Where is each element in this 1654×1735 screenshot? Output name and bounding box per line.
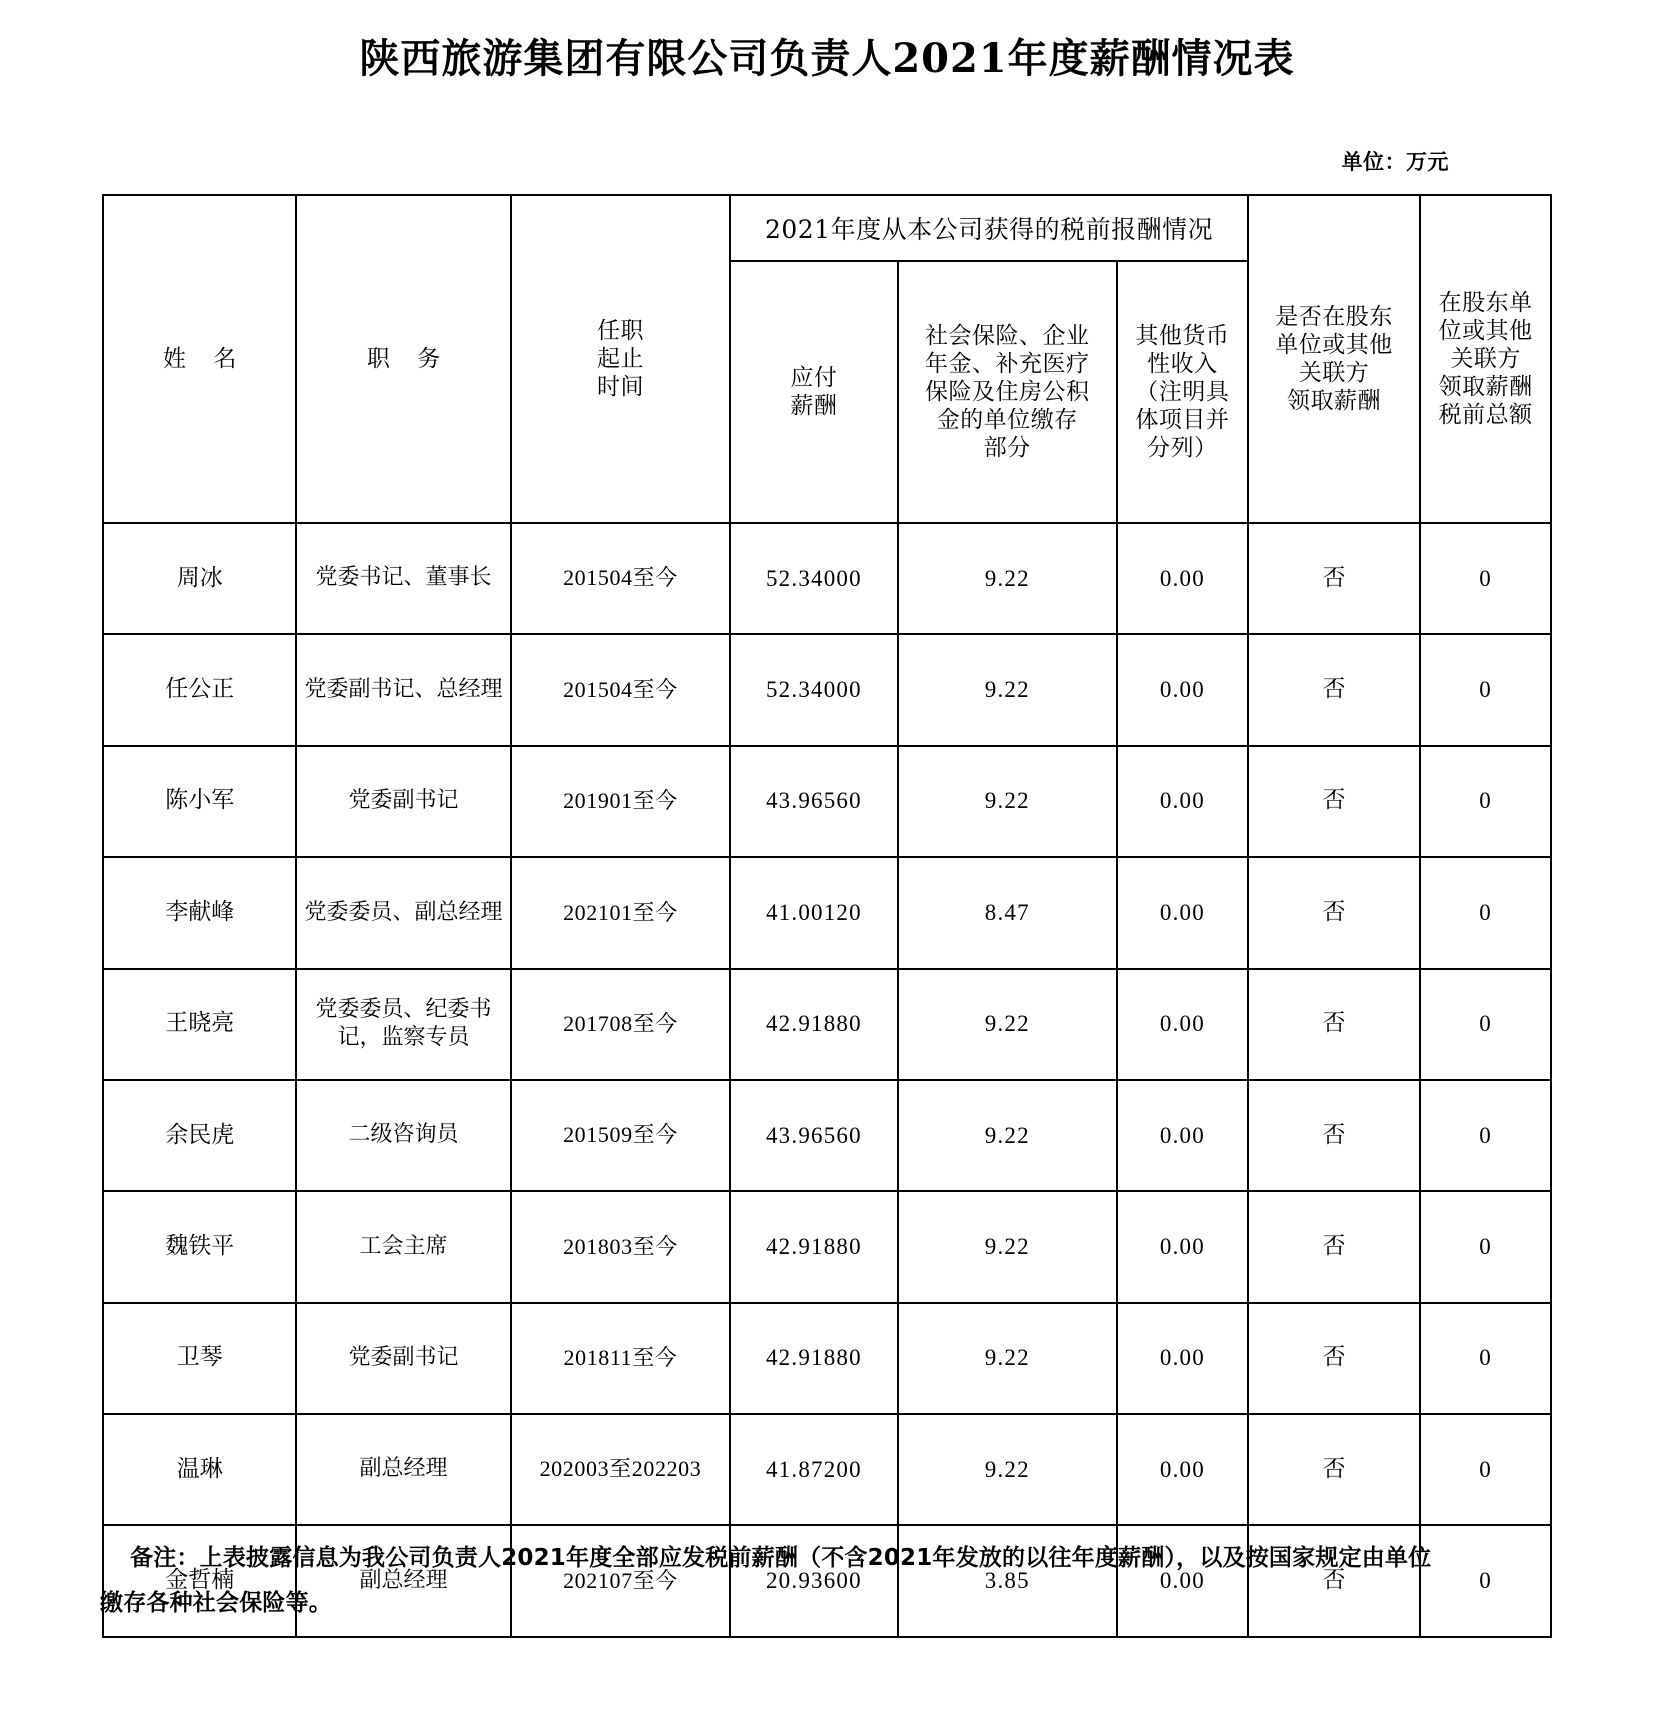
cell-position: 党委副书记 xyxy=(296,746,510,857)
cell-receives-from-shareholder: 否 xyxy=(1248,1414,1421,1525)
cell-term: 201504至今 xyxy=(511,634,731,745)
page-title: 陕西旅游集团有限公司负责人2021年度薪酬情况表 xyxy=(359,35,1295,82)
cell-name: 陈小军 xyxy=(103,746,296,857)
cell-other-income: 0.00 xyxy=(1117,1080,1248,1191)
cell-position: 工会主席 xyxy=(296,1191,510,1302)
cell-shareholder-total: 0 xyxy=(1420,523,1551,634)
cell-term: 201811至今 xyxy=(511,1303,731,1414)
cell-term: 201901至今 xyxy=(511,746,731,857)
table-row xyxy=(103,1080,1551,1191)
column-header-term-l2: 起止 xyxy=(596,345,644,372)
cell-other-income: 0.00 xyxy=(1117,1191,1248,1302)
cell-other-income: 0.00 xyxy=(1117,523,1248,634)
salary-table xyxy=(102,194,1552,1638)
cell-position: 党委书记、董事长 xyxy=(296,523,510,634)
table-body xyxy=(103,523,1551,1637)
cell-receives-from-shareholder: 否 xyxy=(1248,1303,1421,1414)
column-header-name: 姓 名 xyxy=(103,195,296,523)
cell-receives-from-shareholder: 否 xyxy=(1248,634,1421,745)
cell-insurance: 9.22 xyxy=(898,746,1118,857)
column-header-term xyxy=(511,195,731,523)
table-row xyxy=(103,1191,1551,1302)
cell-shareholder-total: 0 xyxy=(1420,1303,1551,1414)
cell-term: 202101至今 xyxy=(511,857,731,968)
cell-payable: 20.93600 xyxy=(730,1525,897,1636)
cell-position: 党委副书记、总经理 xyxy=(296,634,510,745)
cell-shareholder-total: 0 xyxy=(1420,746,1551,857)
cell-payable: 42.91880 xyxy=(730,1191,897,1302)
cell-other-income: 0.00 xyxy=(1117,746,1248,857)
table-header xyxy=(103,195,1551,523)
cell-receives-from-shareholder: 否 xyxy=(1248,523,1421,634)
cell-receives-from-shareholder: 否 xyxy=(1248,1191,1421,1302)
column-header-position: 职 务 xyxy=(296,195,510,523)
cell-payable: 43.96560 xyxy=(730,746,897,857)
header-row-1 xyxy=(103,195,1551,261)
column-header-other-income: 其他货币 性收入 （注明具 体项目并 分列） xyxy=(1117,261,1248,523)
cell-position: 党委副书记 xyxy=(296,1303,510,1414)
cell-receives-from-shareholder: 否 xyxy=(1248,746,1421,857)
cell-name: 卫琴 xyxy=(103,1303,296,1414)
cell-name: 余民虎 xyxy=(103,1080,296,1191)
cell-other-income: 0.00 xyxy=(1117,969,1248,1080)
cell-position: 二级咨询员 xyxy=(296,1080,510,1191)
footnote-line-1 xyxy=(100,1536,1554,1581)
footnote-text-1: 备注：上表披露信息为我公司负责人2021年度全部应发税前薪酬（不含2021年发放的以往年度薪酬），以及按国家规定由单位 xyxy=(130,1545,1432,1571)
cell-receives-from-shareholder: 否 xyxy=(1248,1525,1421,1636)
cell-position: 党委委员、纪委书记，监察专员 xyxy=(296,969,510,1080)
column-header-insurance: 社会保险、企业 年金、补充医疗 保险及住房公积 金的单位缴存 部分 xyxy=(898,261,1118,523)
column-header-term-l3: 时间 xyxy=(596,374,644,401)
cell-other-income: 0.00 xyxy=(1117,1303,1248,1414)
cell-insurance: 9.22 xyxy=(898,523,1118,634)
cell-shareholder-total: 0 xyxy=(1420,1525,1551,1636)
cell-shareholder-total: 0 xyxy=(1420,634,1551,745)
cell-shareholder-total: 0 xyxy=(1420,857,1551,968)
cell-payable: 42.91880 xyxy=(730,969,897,1080)
cell-receives-from-shareholder: 否 xyxy=(1248,1080,1421,1191)
table-row xyxy=(103,969,1551,1080)
table-row xyxy=(103,523,1551,634)
cell-other-income: 0.00 xyxy=(1117,1414,1248,1525)
cell-name: 任公正 xyxy=(103,634,296,745)
cell-other-income: 0.00 xyxy=(1117,1525,1248,1636)
cell-insurance: 9.22 xyxy=(898,969,1118,1080)
cell-insurance: 9.22 xyxy=(898,1414,1118,1525)
cell-name: 王晓亮 xyxy=(103,969,296,1080)
cell-insurance: 9.22 xyxy=(898,1303,1118,1414)
cell-payable: 41.87200 xyxy=(730,1414,897,1525)
table-row xyxy=(103,746,1551,857)
cell-payable: 43.96560 xyxy=(730,1080,897,1191)
cell-name: 金哲楠 xyxy=(103,1525,296,1636)
column-header-term-l1: 任职 xyxy=(596,317,644,344)
column-group-header-pretax-remuneration: 2021年度从本公司获得的税前报酬情况 xyxy=(730,195,1248,261)
cell-term: 201509至今 xyxy=(511,1080,731,1191)
cell-payable: 52.34000 xyxy=(730,523,897,634)
column-header-payable: 应付 薪酬 xyxy=(730,261,897,523)
cell-name: 温琳 xyxy=(103,1414,296,1525)
cell-insurance: 9.22 xyxy=(898,1080,1118,1191)
footnote-text-2: 缴存各种社会保险等。 xyxy=(100,1589,332,1616)
cell-name: 周冰 xyxy=(103,523,296,634)
cell-shareholder-total: 0 xyxy=(1420,1080,1551,1191)
cell-term: 201803至今 xyxy=(511,1191,731,1302)
cell-insurance: 8.47 xyxy=(898,857,1118,968)
cell-payable: 41.00120 xyxy=(730,857,897,968)
cell-shareholder-total: 0 xyxy=(1420,969,1551,1080)
table-row xyxy=(103,857,1551,968)
cell-term: 202107至今 xyxy=(511,1525,731,1636)
cell-payable: 42.91880 xyxy=(730,1303,897,1414)
cell-position: 党委委员、副总经理 xyxy=(296,857,510,968)
cell-other-income: 0.00 xyxy=(1117,857,1248,968)
column-header-receives-from-shareholder: 是否在股东 单位或其他 关联方 领取薪酬 xyxy=(1248,195,1421,523)
cell-insurance: 9.22 xyxy=(898,634,1118,745)
table-row xyxy=(103,1414,1551,1525)
cell-receives-from-shareholder: 否 xyxy=(1248,857,1421,968)
table-row xyxy=(103,634,1551,745)
cell-other-income: 0.00 xyxy=(1117,634,1248,745)
cell-position: 副总经理 xyxy=(296,1525,510,1636)
cell-position: 副总经理 xyxy=(296,1414,510,1525)
cell-payable: 52.34000 xyxy=(730,634,897,745)
cell-term: 202003至202203 xyxy=(511,1414,731,1525)
cell-receives-from-shareholder: 否 xyxy=(1248,969,1421,1080)
column-header-shareholder-total: 在股东单 位或其他 关联方 领取薪酬 税前总额 xyxy=(1420,195,1551,523)
cell-term: 201708至今 xyxy=(511,969,731,1080)
table-row xyxy=(103,1303,1551,1414)
cell-shareholder-total: 0 xyxy=(1420,1191,1551,1302)
unit-label: 单位：万元 xyxy=(1341,150,1449,174)
cell-name: 李献峰 xyxy=(103,857,296,968)
cell-insurance: 9.22 xyxy=(898,1191,1118,1302)
cell-insurance: 3.85 xyxy=(898,1525,1118,1636)
cell-name: 魏铁平 xyxy=(103,1191,296,1302)
cell-shareholder-total: 0 xyxy=(1420,1414,1551,1525)
cell-term: 201504至今 xyxy=(511,523,731,634)
